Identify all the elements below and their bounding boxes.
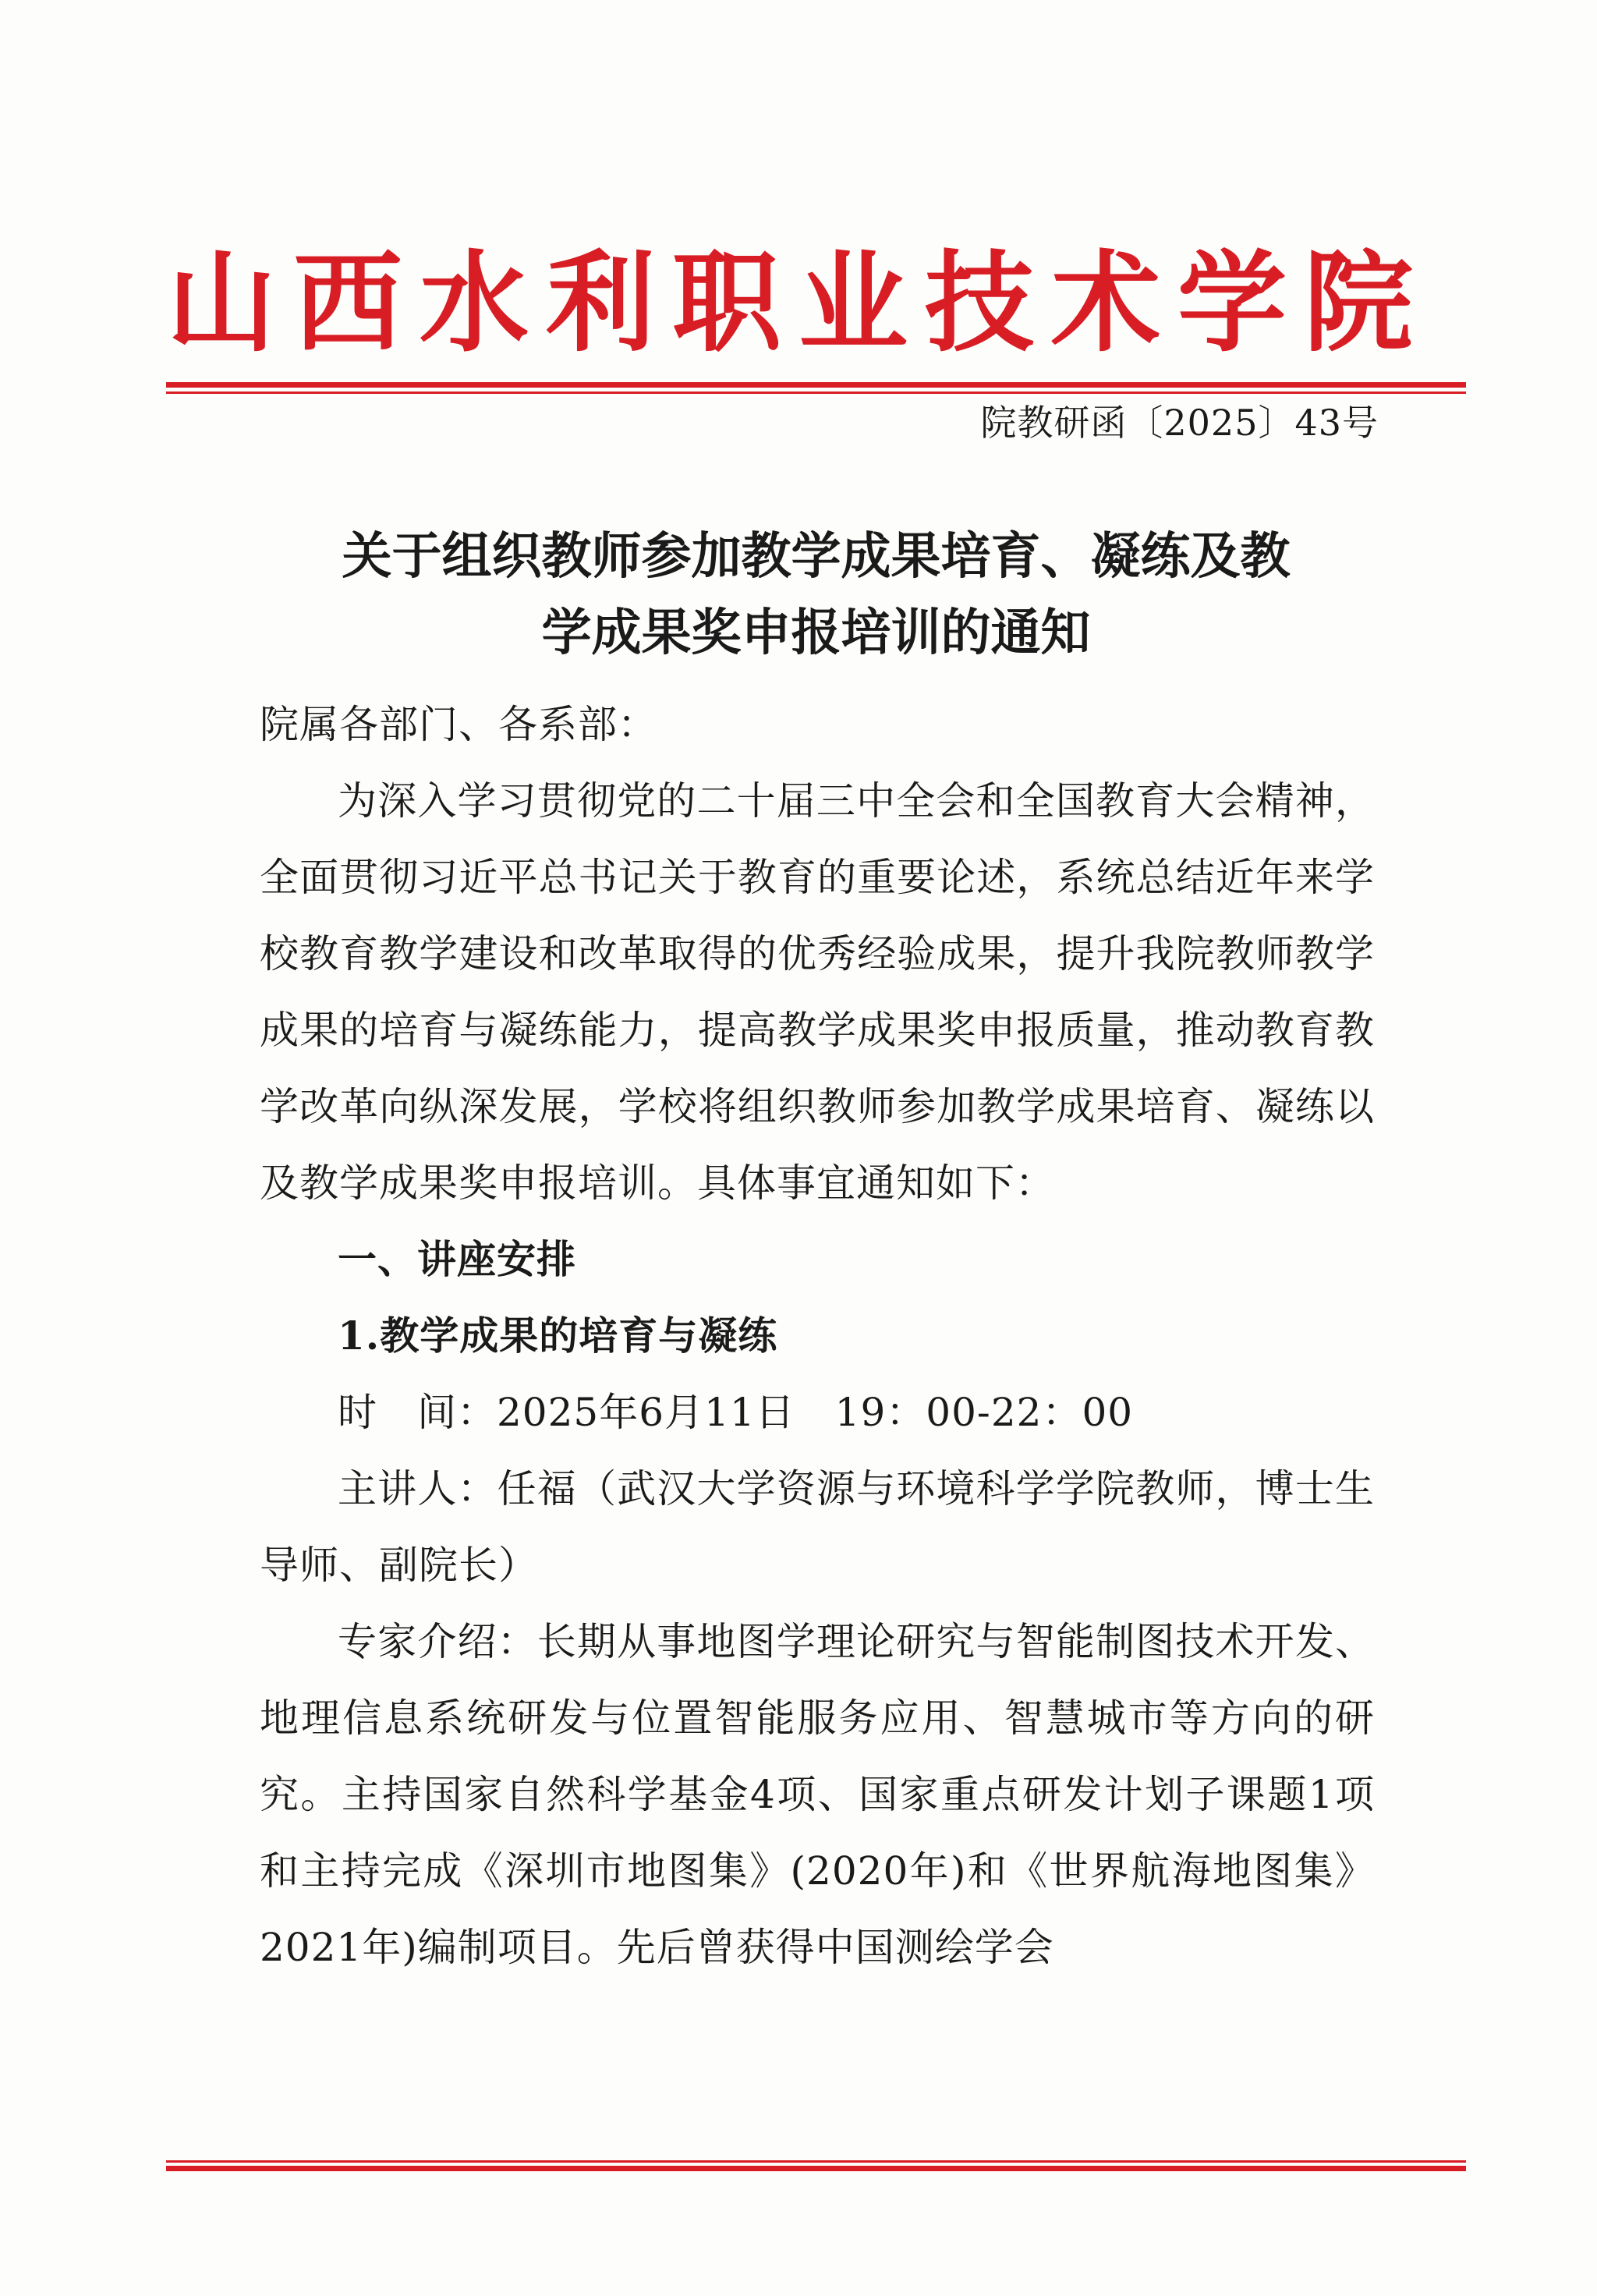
notice-body <box>260 686 1375 1986</box>
bottom-red-rule-thick <box>166 2166 1466 2171</box>
lecture-1-heading: 1.教学成果的培育与凝练 <box>338 1313 778 1359</box>
institution-letterhead: 山西水利职业技术学院 <box>166 240 1430 367</box>
salutation: 院属各部门、各系部： <box>260 702 657 747</box>
lecture-1-speaker: 主讲人：任福（武汉大学资源与环境科学学院教师，博士生导师、副院长） <box>260 1466 1375 1588</box>
intro-paragraph: 为深入学习贯彻党的二十届三中全会和全国教育大会精神，全面贯彻习近平总书记关于教育的重要论述，系统总结近年来学校教育教学建设和改革取得的优秀经验成果，提升我院教师教学成果的培育与凝练能力，提高教学成果奖申报质量，推动教育教学改革向纵深发展，学校将组织教师参加教学成果培育、凝练以及教学成果奖申报培训。具体事宜通知如下： <box>260 778 1375 1206</box>
notice-title-line-1: 关于组织教师参加教学成果培育、凝练及教 <box>342 527 1291 586</box>
top-red-rule-thick <box>166 382 1466 388</box>
section-heading-lecture-arrangement: 一、讲座安排 <box>338 1236 576 1282</box>
lecture-1-expert-bio: 专家介绍：长期从事地图学理论研究与智能制图技术开发、地理信息系统研发与位置智能服务应用、智慧城市等方向的研究。主持国家自然科学基金4项、国家重点研发计划子课题1项和主持完成《深圳市地图集》(2020年)和《世界航海地图集》2021年)编制项目。先后曾获得中国测绘学会 <box>260 1619 1375 1970</box>
lecture-1-time: 时 间：2025年6月11日 19：00-22：00 <box>338 1390 1134 1435</box>
bottom-red-rule-thin <box>166 2160 1466 2163</box>
top-red-rule-thin <box>166 392 1466 394</box>
notice-title <box>166 519 1466 671</box>
notice-title-line-2: 学成果奖申报培训的通知 <box>541 604 1091 662</box>
document-number: 院教研函〔2025〕43号 <box>980 402 1379 444</box>
